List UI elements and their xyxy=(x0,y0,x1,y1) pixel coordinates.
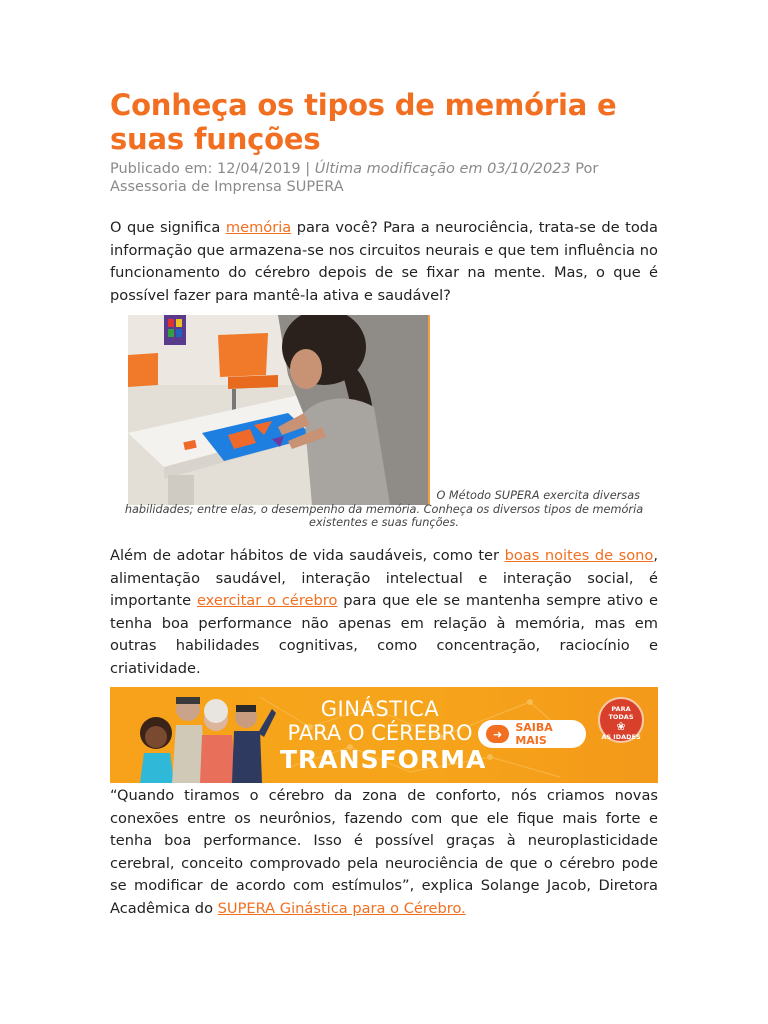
p2-text-3: para que ele se mantenha sempre ativo e tenha boa performance não apenas em relação à memória, mas em outras habilidades cognitivas, como concentração, raciocínio e criatividade. xyxy=(110,592,658,677)
caption-line-1: O Método SUPERA exercita diversas xyxy=(436,489,640,502)
promo-banner[interactable] xyxy=(110,687,658,783)
caption-rest: habilidades; entre elas, o desempenho da memória. Conheça os diversos tipos de memória existentes e suas funções. xyxy=(124,502,644,529)
photo-figure xyxy=(110,315,658,529)
author: Por Assessoria de Imprensa SUPERA xyxy=(110,161,599,195)
memoria-link[interactable]: memória xyxy=(225,219,292,236)
brain-icon: ❀ xyxy=(616,720,626,733)
saiba-mais-button[interactable] xyxy=(478,720,586,748)
seal-bottom-text: AS IDADES xyxy=(601,733,641,741)
photo-illustration xyxy=(128,315,430,505)
exercitar-o-cerebro-link[interactable]: exercitar o cérebro xyxy=(196,592,338,609)
saiba-mais-label: SAIBA MAIS xyxy=(515,721,553,747)
published-date: Publicado em: 12/04/2019 | xyxy=(110,161,315,177)
banner-headline xyxy=(280,697,487,775)
banner-line-2: PARA O CÉREBRO xyxy=(287,721,473,745)
arrow-right-icon: ➜ xyxy=(486,725,509,743)
intro-paragraph xyxy=(110,217,658,307)
p2-text-1: Além de adotar hábitos de vida saudáveis, como ter xyxy=(110,547,505,564)
photo-caption xyxy=(110,489,658,530)
modified-date: Última modificação em 03/10/2023 xyxy=(314,161,571,177)
banner-line-3: TRANSFORMA xyxy=(280,745,487,774)
age-seal-badge xyxy=(598,697,644,743)
seal-top-text: PARA TODAS xyxy=(608,705,634,721)
intro-text-2: para você? Para a neurociência, trata-se de toda informação que armazena-se nos circuitos neurais e que tem influência no funcionamento do cérebro depois de se fixar na mente. Mas, o que é possível fazer para mantê-la ativa e saudável? xyxy=(110,219,658,304)
article-meta xyxy=(110,160,658,196)
p3-text: “Quando tiramos o cérebro da zona de conforto, nós criamos novas conexões entre os neurônios, fazendo com que ele fique mais forte e tenha boa performance. Isso é possível graças à neuroplasticidade cerebral, conceito comprovado pela neurociência de que o cérebro pode se modificar de acordo com estímulos”, explica Solange Jacob, Diretora Acadêmica do xyxy=(110,787,658,917)
paragraph-2 xyxy=(110,545,658,680)
banner-line-1: GINÁSTICA xyxy=(320,697,440,721)
article-photo xyxy=(128,315,430,505)
paragraph-3 xyxy=(110,785,658,920)
article xyxy=(110,88,658,920)
intro-text-1: O que significa xyxy=(110,219,226,236)
p2-text-2: , alimentação saudável, interação intelectual e interação social, é importante xyxy=(110,547,658,609)
article-title: Conheça os tipos de memória e suas funções xyxy=(110,88,617,156)
supera-ginastica-link[interactable]: SUPERA Ginástica para o Cérebro. xyxy=(217,899,466,917)
boas-noites-de-sono-link[interactable]: boas noites de sono xyxy=(504,547,654,564)
